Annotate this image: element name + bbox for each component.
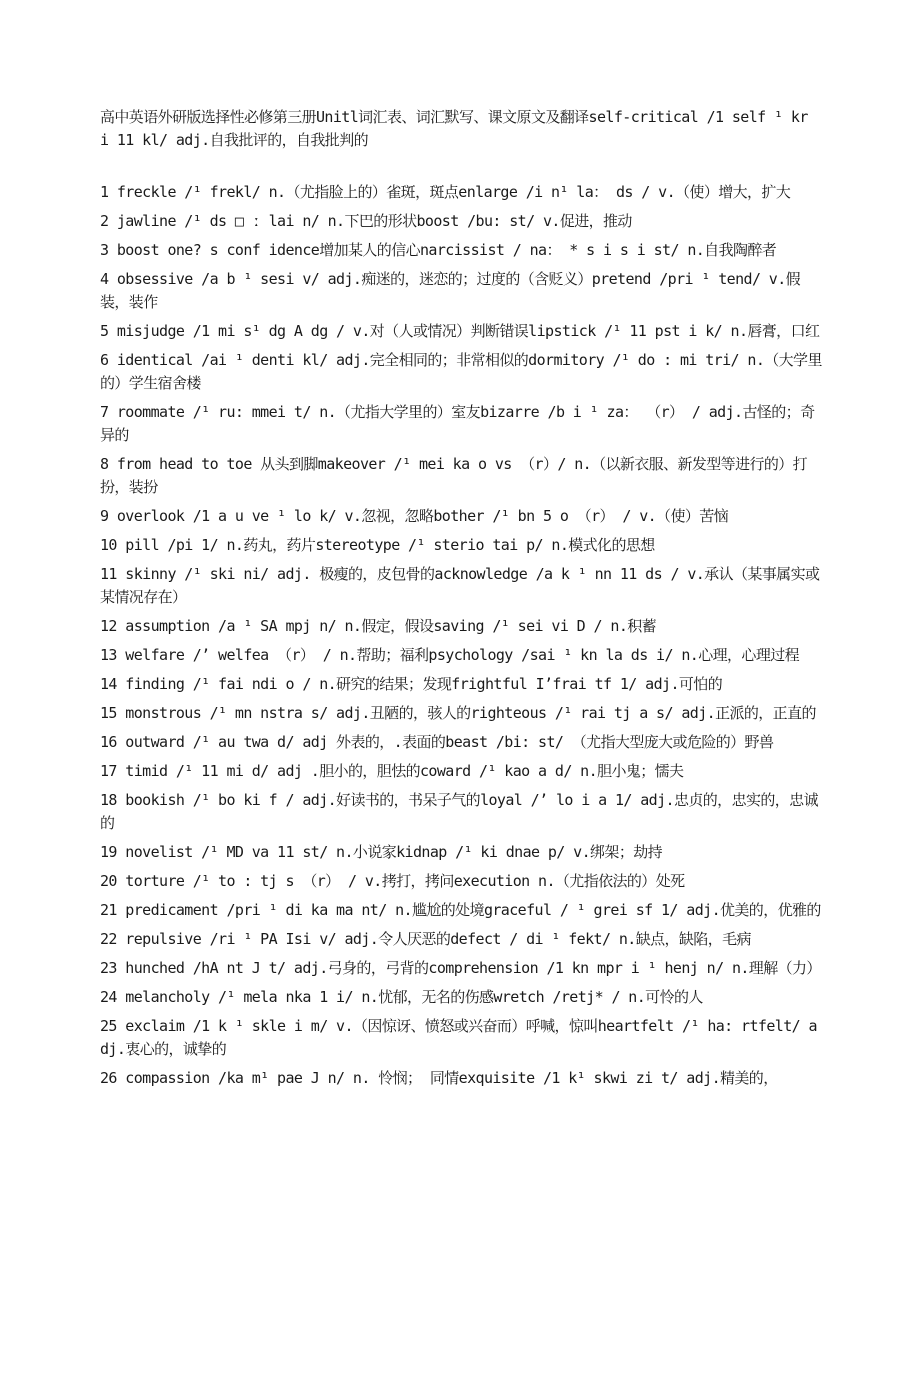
- vocabulary-entry: 9 overlook /1 a u ve ¹ lo k/ v.忽视，忽略bother /¹ bn 5 o （r） / v.（使）苦恼: [100, 507, 729, 525]
- vocabulary-entry: 22 repulsive /ri ¹ PA Isi v/ adj.令人厌恶的defect / di ¹ fekt/ n.缺点，缺陷，毛病: [100, 930, 751, 948]
- vocabulary-entry: 8 from head to toe 从头到脚makeover /¹ mei ka o vs （r）/ n.（以新衣服、新发型等进行的）打扮，装扮: [100, 455, 808, 496]
- vocabulary-entry: 17 timid /¹ 11 mi d/ adj .胆小的，胆怯的coward /¹ kao a d/ n.胆小鬼；懦夫: [100, 762, 684, 780]
- vocabulary-list: [100, 181, 822, 1090]
- vocabulary-entry: 14 finding /¹ fai ndi o / n.研究的结果；发现frightful I’frai tf 1/ adj.可怕的: [100, 675, 723, 693]
- vocabulary-entry: 26 compassion /ka m¹ pae J n/ n. 怜悯； 同情exquisite /1 k¹ skwi zi t/ adj.精美的，: [100, 1069, 778, 1087]
- document-title: 高中英语外研版选择性必修第三册Unitl词汇表、词汇默写、课文原文及翻译self-critical /1 self ¹ kr i 11 kl/ adj.自我批评的，自我批判的: [100, 108, 808, 149]
- vocabulary-entry: 7 roommate /¹ ru: mmei t/ n.（尤指大学里的）室友bizarre /b i ¹ za： （r） / adj.古怪的；奇异的: [100, 403, 815, 444]
- vocabulary-entry: 1 freckle /¹ frekl/ n.（尤指脸上的）雀斑，斑点enlarge /i n¹ la： ds / v.（使）增大，扩大: [100, 183, 791, 201]
- vocabulary-entry: 2 jawline /¹ ds □ ː lai n/ n.下巴的形状boost /bu: st/ v.促进，推动: [100, 212, 632, 230]
- vocabulary-entry: 5 misjudge /1 mi s¹ dg A dg / v.对（人或情况）判断错误lipstick /¹ 11 pst i k/ n.唇膏，口红: [100, 322, 820, 340]
- vocabulary-entry: 21 predicament /pri ¹ di ka ma nt/ n.尴尬的处境graceful / ¹ grei sf 1/ adj.优美的，优雅的: [100, 901, 821, 919]
- vocabulary-entry: 23 hunched /hA nt J t/ adj.弓身的，弓背的comprehension /1 kn mpr i ¹ henj n/ n.理解（力）: [100, 959, 821, 977]
- vocabulary-entry: 25 exclaim /1 k ¹ skle i m/ v.（因惊讶、愤怒或兴奋而）呼喊，惊叫heartfelt /¹ ha: rtfelt/ adj.衷心的，诚挚的: [100, 1017, 817, 1058]
- vocabulary-entry: 3 boost one? s conf idence增加某人的信心narcissist / na： * s i s i st/ n.自我陶醉者: [100, 241, 777, 259]
- vocabulary-entry: 10 pill /pi 1/ n.药丸，药片stereotype /¹ sterio tai p/ n.模式化的思想: [100, 536, 655, 554]
- vocabulary-entry: 19 novelist /¹ MD va 11 st/ n.小说家kidnap /¹ ki dnae p/ v.绑架；劫持: [100, 843, 663, 861]
- vocabulary-entry: 13 welfare /’ welfea （r） / n.帮助；福利psychology /sai ¹ kn la ds i/ n.心理，心理过程: [100, 646, 800, 664]
- vocabulary-entry: 16 outward /¹ au twa d/ adj 外表的，.表面的beast /bi: st/ （尤指大型庞大或危险的）野兽: [100, 733, 774, 751]
- vocabulary-entry: 15 monstrous /¹ mn nstra s/ adj.丑陋的，骇人的righteous /¹ rai tj a s/ adj.正派的，正直的: [100, 704, 816, 722]
- vocabulary-entry: 6 identical /ai ¹ denti kl/ adj.完全相同的；非常相似的dormitory /¹ do : mi tri/ n.（大学里的）学生宿舍楼: [100, 351, 822, 392]
- vocabulary-entry: 24 melancholy /¹ mela nka 1 i/ n.忧郁，无名的伤感wretch /retj* / n.可怜的人: [100, 988, 703, 1006]
- vocabulary-entry: 4 obsessive /a b ¹ sesi v/ adj.痴迷的，迷恋的；过度的（含贬义）pretend /pri ¹ tend/ v.假装，装作: [100, 270, 801, 311]
- vocabulary-entry: 20 torture /¹ to : tj s （r） / v.拷打，拷问execution n.（尤指依法的）处死: [100, 872, 685, 890]
- vocabulary-entry: 11 skinny /¹ ski ni/ adj. 极瘦的，皮包骨的acknowledge /a k ¹ nn 11 ds / v.承认（某事属实或某情况存在）: [100, 565, 820, 606]
- vocabulary-entry: 18 bookish /¹ bo ki f / adj.好读书的，书呆子气的loyal /’ lo i a 1/ adj.忠贞的，忠实的，忠诚的: [100, 791, 818, 832]
- document-page: [100, 106, 822, 1096]
- vocabulary-entry: 12 assumption /a ¹ SA mpj n/ n.假定，假设saving /¹ sei vi D / n.积蓄: [100, 617, 657, 635]
